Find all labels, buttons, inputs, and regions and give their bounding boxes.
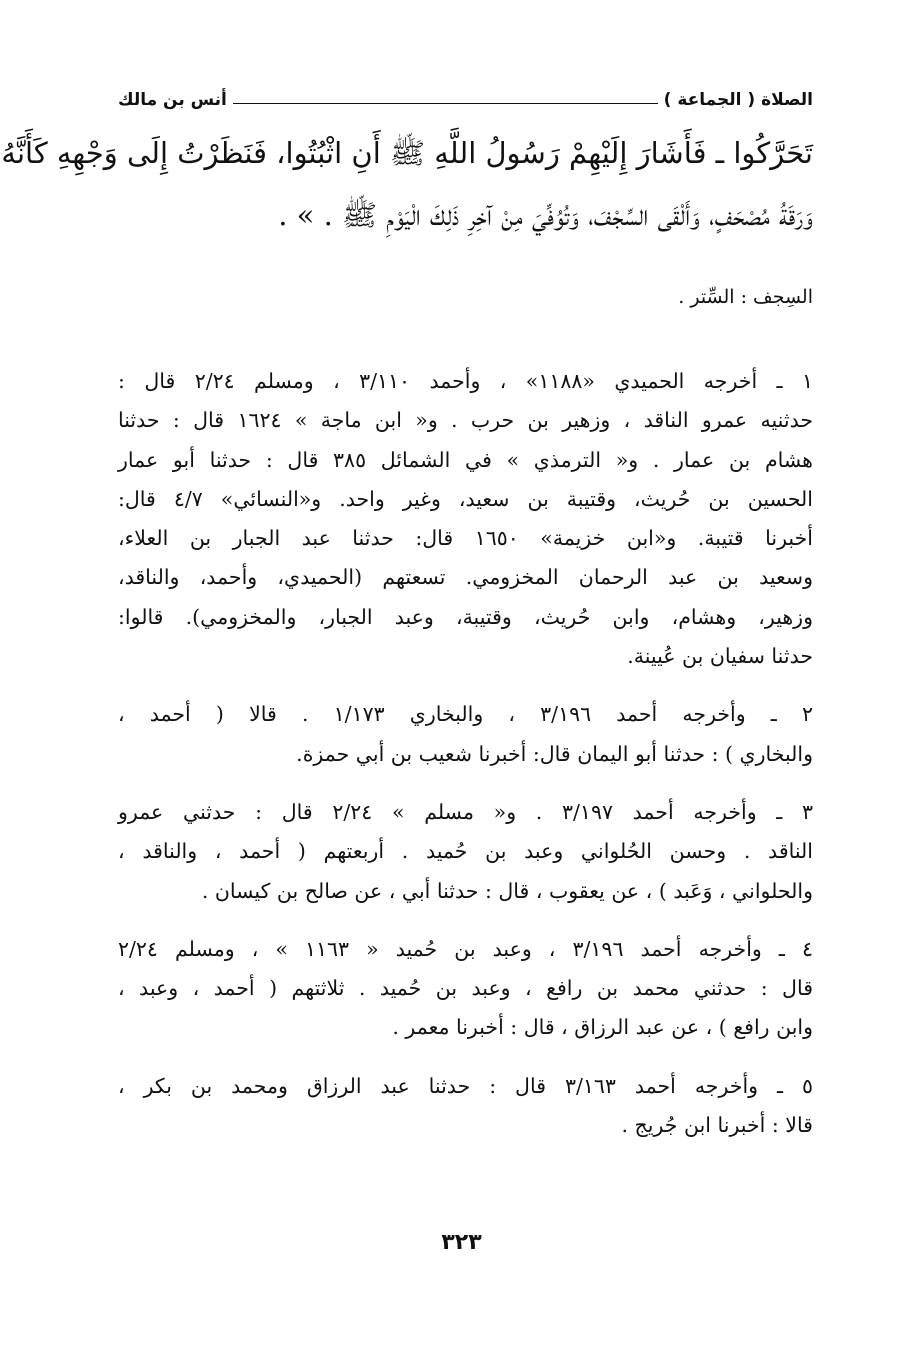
footnote-line: أخبرنا قتيبة. و«ابن خزيمة» ١٦٥٠ قال: حدثنا عبد الجبار بن العلاء،: [118, 526, 813, 551]
footnote-3: [118, 793, 813, 911]
footnote-4: [118, 930, 813, 1048]
header-chapter-title: الصلاة ( الجماعة ): [658, 90, 813, 110]
footnote-line: والحلواني ، وَعَبد ) ، عن يعقوب ، قال : حدثنا أبي ، عن صالح بن كيسان .: [201, 878, 813, 903]
footnote-2: [118, 695, 813, 774]
hadith-text: [1, 122, 813, 246]
hadith-line: تَحَرَّكُوا ـ فَأَشَارَ إِلَيْهِمْ رَسُولُ اللَّهِ ﷺ أَنِ اثْبُتُوا، فَنَظَرْتُ إِلَى وَجْهِهِ كَأَنَّهُ: [1, 136, 813, 170]
footnote-line: الناقد . وحسن الحُلواني وعبد بن حُميد . أربعتهم ( أحمد ، والناقد ،: [118, 839, 813, 864]
footnote-line: الحسين بن حُريث، وقتيبة بن سعيد، وغير واحد. و«النسائي» ٤/٧ قال:: [118, 486, 813, 511]
footnote-1: [118, 362, 813, 676]
footnote-line: ٣ ـ وأخرجه أحمد ٣/١٩٧ . و« مسلم » ٢/٢٤ قال : حدثني عمرو: [118, 799, 814, 824]
running-header: [118, 86, 813, 116]
footnote-line: وابن رافع ) ، عن عبد الرزاق ، قال : أخبرنا معمر .: [392, 1015, 813, 1040]
footnote-line: والبخاري ) : حدثنا أبو اليمان قال: أخبرنا شعيب بن أبي حمزة.: [296, 741, 813, 766]
page-number: ٣٢٣: [441, 1230, 482, 1255]
footnote-line: هشام بن عمار . و« الترمذي » في الشمائل ٣٨٥ قال : حدثنا أبو عمار: [118, 447, 813, 472]
footnote-line: ٤ ـ وأخرجه أحمد ٣/١٩٦ ، وعبد بن حُميد « ١١٦٣ » ، ومسلم ٢/٢٤: [118, 936, 813, 961]
footnote-line: قالا : أخبرنا ابن جُريج .: [621, 1113, 813, 1138]
footnote-line: قال : حدثني محمد بن رافع ، وعبد بن حُميد . ثلاثتهم ( أحمد ، وعبد ،: [118, 976, 813, 1001]
footnote-5: [118, 1067, 813, 1146]
word-gloss: السِجف : السِّتر .: [678, 286, 813, 308]
header-narrator-title: أنس بن مالك: [118, 90, 233, 110]
footnotes: [118, 362, 813, 1164]
footnote-line: وزهير، وهشام، وابن حُريث، وقتيبة، وعبد الجبار، والمخزومي). قالوا:: [118, 604, 813, 629]
header-rule: [188, 103, 673, 104]
hadith-line: وَرَقَةُ مُصْحَفٍ، وَأَلْقَى السِّجْفَ، وَتُوُفِّيَ مِنْ آخِرِ ذَلِكَ الْيَوْمِ ﷺ . » .: [278, 198, 813, 232]
footnote-line: وسعيد بن عبد الرحمان المخزومي. تسعتهم (الحميدي، وأحمد، والناقد،: [118, 565, 813, 590]
footnote-line: ٥ ـ وأخرجه أحمد ٣/١٦٣ قال : حدثنا عبد الرزاق ومحمد بن بكر ،: [118, 1073, 813, 1098]
footnote-line: ١ ـ أخرجه الحميدي «١١٨٨» ، وأحمد ٣/١١٠ ، ومسلم ٢/٢٤ قال :: [118, 369, 813, 393]
footnote-line: حدثنيه عمرو الناقد ، وزهير بن حرب . و« ابن ماجة » ١٦٢٤ قال : حدثنا: [118, 408, 813, 433]
footnote-line: ٢ ـ وأخرجه أحمد ٣/١٩٦ ، والبخاري ١/١٧٣ . قالا ( أحمد ،: [118, 702, 813, 727]
footnote-line: حدثنا سفيان بن عُيينة.: [627, 644, 813, 669]
